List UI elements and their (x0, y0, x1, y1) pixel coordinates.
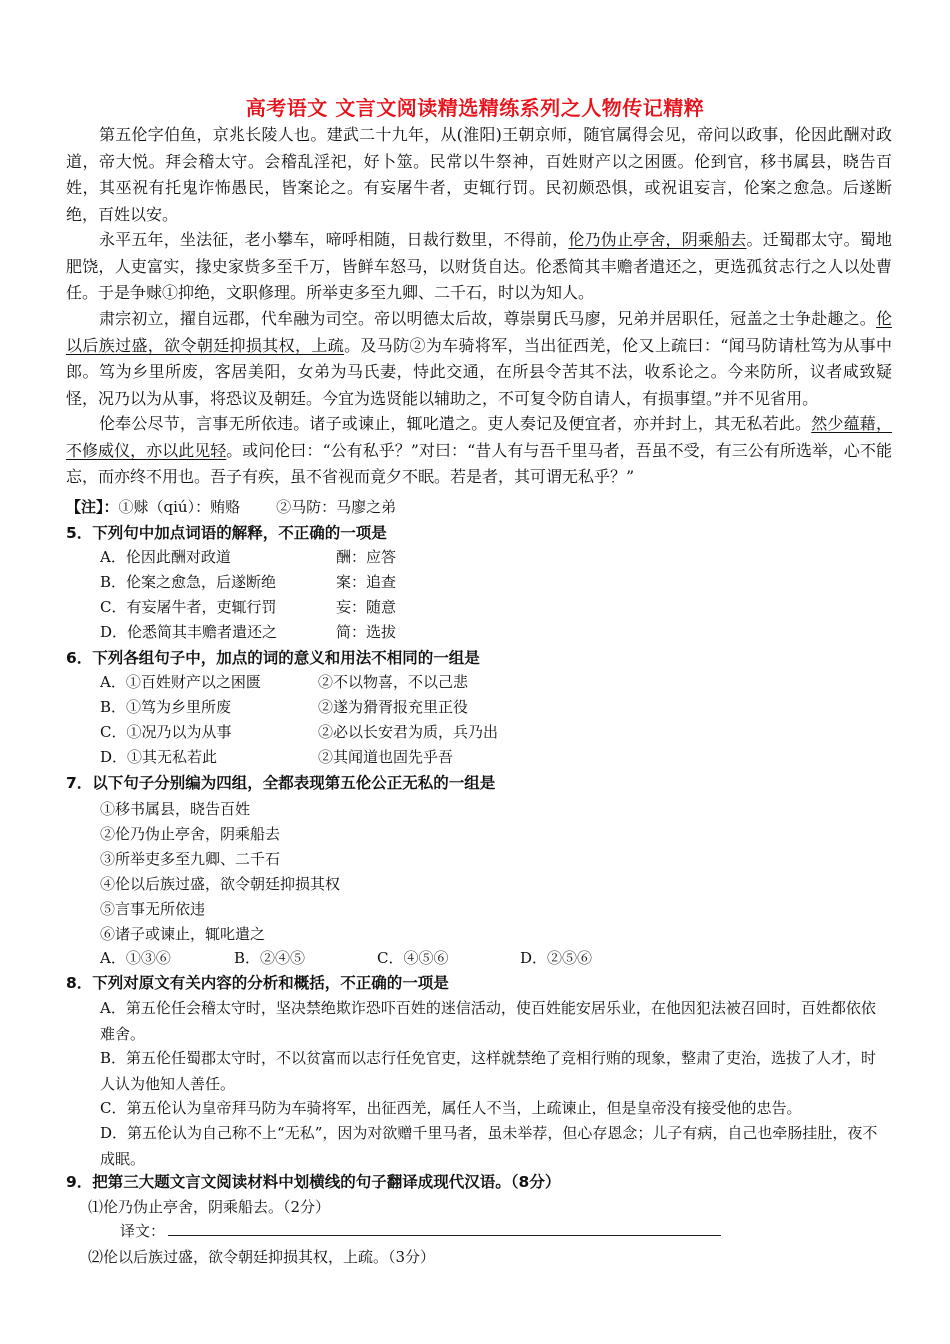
answer-line[interactable] (168, 1235, 721, 1236)
question-5-stem: 5．下列句中加点词语的解释，不正确的一项是 (66, 524, 387, 542)
q6-option-d-2: ②其闻道也固先乎吾 (318, 748, 454, 766)
q5-option-a-explain: 酬：应答 (336, 548, 397, 566)
q5-option-a: A．伦因此酬对政道 (100, 548, 231, 566)
q7-item-3: ③所举吏多至九卿、二千石 (100, 850, 281, 868)
q5-option-d-explain: 简：选拔 (336, 623, 397, 641)
q7-option-c: C．④⑤⑥ (377, 949, 449, 967)
underlined-sentence-3: 然少蕴藉，不修威仪，亦以此见轻 (66, 414, 892, 460)
note-label: 【注】： (66, 498, 119, 516)
passage-paragraph-3 (66, 306, 892, 412)
q5-option-d: D．伦悉简其丰赡者遣还之 (100, 623, 278, 641)
q8-option-b: B．第五伦任蜀郡太守时，不以贫富而以志行任免官吏，这样就禁绝了竞相行贿的现象，整肃了吏治，选拔了人才，时人认为他知人善任。 (100, 1049, 877, 1093)
passage-text: 。或问伦曰：“公有私乎？”对曰：“昔人有与吾千里马者，吾虽不受，有三公有所选举，心不能忘，而亦终不用也。吾子有疾，虽不省视而竟夕不眠。若是者，其可谓无私乎？” (66, 440, 892, 486)
q7-item-2: ②伦乃伪止亭舍，阴乘船去 (100, 825, 281, 843)
question-8-stem: 8．下列对原文有关内容的分析和概括，不正确的一项是 (66, 974, 449, 992)
passage-text: 。迁蜀郡太守。蜀地肥饶，人吏富实，掾史家赀多至千万，皆鲜车怒马，以财货自达。伦悉简其丰赡者遣还之，更选孤贫志行之人以处曹任。于是争赇①抑绝，文职修理。所举吏多至九卿、二千石，时以为知人。 (66, 230, 892, 302)
q5-option-c: C．有妄屠牛者，吏辄行罚 (100, 598, 277, 616)
q8-option-d: D．第五伦认为自己称不上“无私”，因为对欲赠千里马者，虽未举荐，但心存恩念；儿子有病，自己也牵肠挂肚，夜不成眠。 (100, 1124, 878, 1168)
passage-paragraph-1: 第五伦字伯鱼，京兆长陵人也。建武二十九年，从(淮阳)王朝京师，随官属得会见，帝问以政事，伦因此酬对政道，帝大悦。拜会稽太守。会稽乱淫祀，好卜筮。民常以牛祭神，百姓财产以之困匮。伦到官，移书属县，晓告百姓，其巫祝有托鬼诈怖愚民，皆案论之。有妄屠牛者，吏辄行罚。民初颇恐惧，或祝诅妄言，伦案之愈急。后遂断绝，百姓以安。 (66, 125, 892, 224)
underlined-sentence-1: 伦乃伪止亭舍，阴乘船去 (568, 230, 747, 249)
passage-paragraph-4 (66, 411, 892, 491)
q7-item-1: ①移书属县，晓告百姓 (100, 800, 251, 818)
q8-option-c: C．第五伦认为皇帝拜马防为车骑将军，出征西羌，属任人不当，上疏谏止，但是皇帝没有接受他的忠告。 (100, 1099, 802, 1117)
q7-item-5: ⑤言事无所依违 (100, 900, 206, 918)
q5-option-b-explain: 案：追查 (336, 573, 397, 591)
q6-option-a-1: A．①百姓财产以之困匮 (100, 673, 261, 691)
note-1: ①赇（qiú）：贿赂 (118, 498, 241, 516)
page-title: 高考语文 文言文阅读精选精练系列之人物传记精粹 (245, 96, 705, 120)
q9-sentence-1: ⑴伦乃伪止亭舍，阴乘船去。（2分） (88, 1198, 331, 1216)
passage-text: 。及马防②为车骑将军，当出征西羌，伦又上疏曰：“闻马防请杜笃为从事中郎。笃为乡里所废，客居美阳，女弟为马氏妻，恃此交通，在所县令苦其不法，收系论之。今来防所，议者咸致疑怪，况乃以为从事，将恐议及朝廷。今宜为选贤能以辅助之，不可复令防自请人，有损事望。”并不见省用。 (66, 335, 892, 408)
q6-option-c-2: ②必以长安君为质，兵乃出 (318, 723, 499, 741)
passage-text: 肃宗初立，擢自远郡，代牟融为司空。帝以明德太后故，尊崇舅氏马廖，兄弟并居职任，冠盖之士争赴趣之。 (99, 309, 876, 328)
q8-option-a: A．第五伦任会稽太守时，坚决禁绝欺诈恐吓百姓的迷信活动，使百姓能安居乐业，在他因犯法被召回时，百姓都依依难舍。 (100, 999, 876, 1043)
passage-text: 伦奉公尽节，言事无所依违。诸子或谏止，辄叱遣之。吏人奏记及便宜者，亦并封上，其无私若此。 (99, 414, 812, 433)
q7-item-6: ⑥诸子或谏止，辄叱遣之 (100, 925, 266, 943)
annotation-note (66, 496, 396, 517)
q9-translation-label: 译文： (120, 1222, 166, 1240)
question-7-stem: 7．以下句子分别编为四组，全都表现第五伦公正无私的一组是 (66, 774, 496, 792)
note-2: ②马防：马廖之弟 (276, 498, 397, 516)
q7-item-4: ④伦以后族过盛，欲令朝廷抑损其权 (100, 875, 341, 893)
q5-option-b: B．伦案之愈急，后遂断绝 (100, 573, 277, 591)
q5-option-c-explain: 妄：随意 (336, 598, 397, 616)
q7-option-b: B．②④⑤ (234, 949, 306, 967)
q6-option-c-1: C．①况乃以为从事 (100, 723, 232, 741)
question-6-stem: 6．下列各组句子中，加点的词的意义和用法不相同的一组是 (66, 649, 480, 667)
q7-option-d: D．②⑤⑥ (520, 949, 593, 967)
q6-option-b-2: ②遂为猾胥报充里正役 (318, 698, 469, 716)
question-9-stem: 9．把第三大题文言文阅读材料中划横线的句子翻译成现代汉语。（8分） (66, 1173, 561, 1191)
q7-option-a: A．①③⑥ (100, 949, 171, 967)
passage-text: 永平五年，坐法征，老小攀车，啼呼相随，日裁行数里，不得前， (99, 230, 569, 249)
q6-option-d-1: D．①其无私若此 (100, 748, 218, 766)
q6-option-b-1: B．①笃为乡里所废 (100, 698, 232, 716)
q6-option-a-2: ②不以物喜，不以己悲 (318, 673, 469, 691)
q9-sentence-2: ⑵伦以后族过盛，欲令朝廷抑损其权，上疏。（3分） (88, 1248, 436, 1266)
underlined-sentence-2: 伦以后族过盛，欲令朝廷抑损其权，上疏 (66, 309, 892, 355)
passage-paragraph-2 (66, 227, 892, 307)
